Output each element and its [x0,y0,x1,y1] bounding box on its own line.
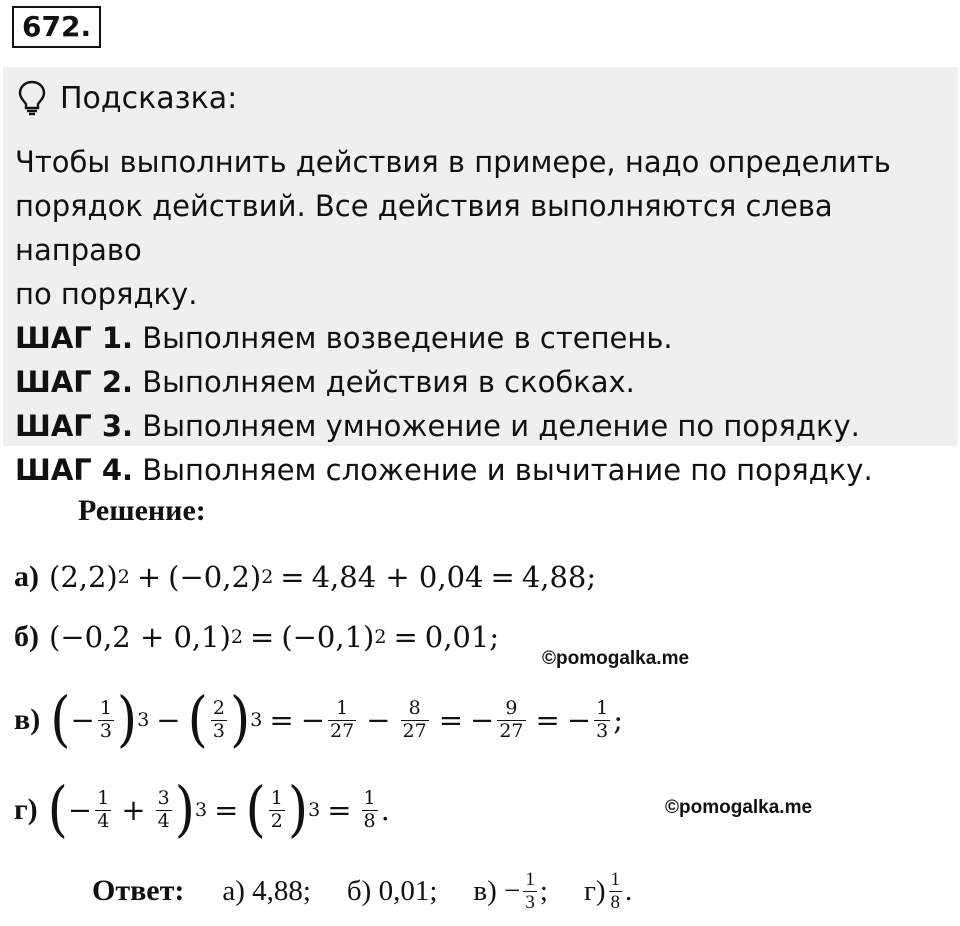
operator: − [566,703,592,737]
answer-title: Ответ: [92,874,185,907]
operator: − [300,703,326,737]
answer-item-g [584,869,632,914]
operator: = [269,703,294,737]
fraction: $\frac{2}{3}$ [212,696,225,742]
item-label: в) [14,703,41,736]
solution-title: Решение: [78,494,206,527]
hint-text-line: по порядку. [15,277,198,311]
expr: (−0,2) [168,560,262,594]
item-label: г) [14,793,38,826]
fraction: $\frac{3}{4}$ [157,786,170,832]
operator: = [280,560,305,594]
fraction: $\frac{1}{8}$ [610,868,620,913]
exponent: 2 [374,626,387,648]
hint-step [15,448,955,492]
fraction: $\frac{1}{27}$ [330,696,355,742]
operator: = [490,560,515,594]
exponent: 3 [195,799,208,821]
step-label: ШАГ 4. [15,453,134,487]
answer-label: в) − [473,874,521,907]
result: 4,88; [521,560,597,594]
expr: (−0,1) [281,620,375,654]
paren: ) [230,685,251,755]
operator: − [470,703,495,737]
solution-line-a [14,552,596,602]
answer-item-a: а) 4,88; [222,874,311,907]
step-text: Выполняем действия в скобках. [142,365,635,399]
answer-line [92,862,668,920]
exponent: 2 [261,566,274,588]
punctuation: . [380,793,390,827]
step-label: ШАГ 2. [15,365,134,399]
operator: = [535,703,560,737]
fraction: $\frac{1}{3}$ [99,696,112,742]
operator: = [327,793,352,827]
step-text: Выполняем возведение в степень. [142,321,673,355]
operator: + [121,793,146,827]
hint-text-line: порядок действий. Все действия выполняются слева направо [15,189,833,267]
paren: ( [245,775,266,845]
fraction: $\frac{1}{8}$ [363,786,376,832]
watermark: ©pomogalka.me [542,648,690,669]
solution-line-b [14,612,499,662]
answer-item-v [473,869,548,914]
operator: − [366,703,391,737]
fraction: $\frac{9}{27}$ [499,696,524,742]
expr: 4,84 + 0,04 [311,560,484,594]
solution-line-v [14,680,623,760]
paren: ) [287,775,309,845]
paren: ) [174,775,196,845]
lightbulb-icon [18,80,46,116]
step-text: Выполняем умножение и деление по порядку. [142,409,860,443]
hint-step [15,360,955,404]
operator: − [67,793,93,827]
exponent: 3 [308,799,321,821]
paren: ( [47,775,68,845]
watermark: ©pomogalka.me [665,797,813,818]
operator: = [438,703,464,737]
answer-item-b: б) 0,01; [346,874,438,907]
solution-line-g [14,770,390,850]
hint-title: Подсказка: [60,80,238,116]
problem-number: 672. [12,6,101,48]
operator: = [250,620,275,654]
operator: − [156,703,181,737]
step-text: Выполняем сложение и вычитание по порядку. [142,453,873,487]
step-label: ШАГ 1. [15,321,134,355]
operator: − [70,703,95,737]
exponent: 2 [117,566,130,588]
hint-body [15,140,955,492]
expr: (2,2) [49,560,118,594]
expr: (−0,2 + 0,1) [49,620,231,654]
fraction: $\frac{1}{4}$ [97,786,110,832]
result: 0,01; [424,620,500,654]
operator: = [214,793,239,827]
punctuation: ; [539,874,548,907]
fraction: $\frac{1}{3}$ [525,868,535,913]
paren: ( [50,685,71,755]
punctuation: . [625,874,633,907]
fraction: $\frac{8}{27}$ [402,696,427,742]
exponent: 3 [250,709,263,731]
answer-label: г) [583,874,606,907]
hint-text-line: Чтобы выполнить действия в примере, надо определить [15,145,891,179]
step-label: ШАГ 3. [15,409,134,443]
operator: + [136,560,162,594]
hint-step [15,316,955,360]
exponent: 2 [230,626,243,648]
operator: = [393,620,418,654]
item-label: а) [14,560,39,593]
exponent: 3 [137,709,150,731]
fraction: $\frac{1}{2}$ [270,786,283,832]
hint-step [15,404,955,448]
fraction: $\frac{1}{3}$ [596,696,609,742]
hint-header [18,78,237,118]
punctuation: ; [613,703,624,737]
paren: ) [116,685,138,755]
item-label: б) [14,620,39,653]
paren: ( [187,685,208,755]
